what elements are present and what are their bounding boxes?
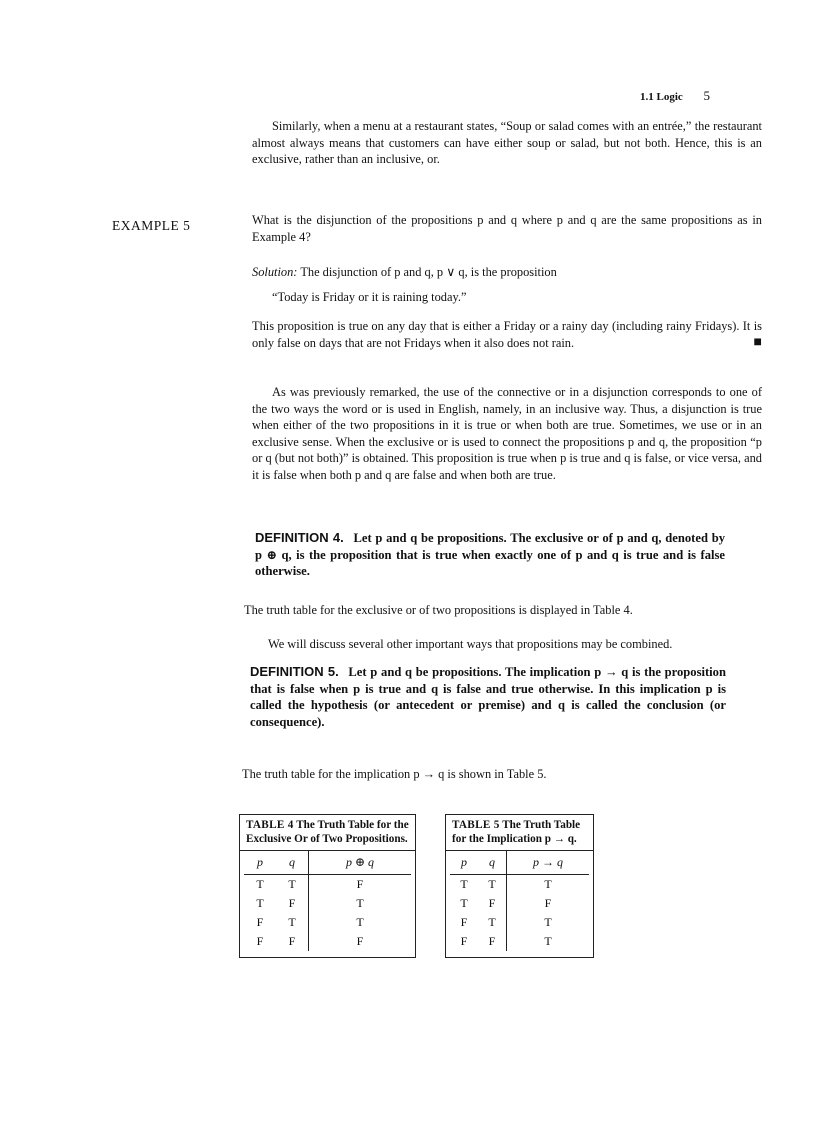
table4-intro: The truth table for the exclusive or of two propositions is displayed in Table 4.: [244, 603, 633, 617]
example-quote: “Today is Friday or it is raining today.”: [272, 290, 467, 304]
remark-paragraph: As was previously remarked, the use of the connective or in a disjunction corresponds to one of the two ways the word or is used in English, namely, in an inclusive way. Thus, a disjunction is true when either of the two propositions in it is true or when both are true. Sometimes, we use or in an exclusive sense. When the exclusive or is used to connect the propositions p and q, the proposition “p or q (but not both)” is obtained. This proposition is true when p is true and q is false, or vice versa, and it is false when both p and q are false and when both are true.: [252, 385, 762, 482]
table-5-cell: F: [460, 915, 468, 929]
example-explanation: [252, 318, 762, 351]
table-5-cell: T: [460, 877, 468, 891]
table-5-cell: F: [506, 894, 589, 913]
table-5-cell: T: [488, 877, 496, 891]
table-4-header-pxorq: p ⊕ q: [308, 851, 411, 875]
solution-line: [252, 264, 762, 281]
table-4-grid: [240, 851, 415, 957]
table-5-cell: F: [488, 934, 496, 948]
solution-text: The disjunction of p and q, p ∨ q, is the proposition: [300, 265, 557, 279]
table-4-cell: F: [288, 896, 296, 910]
example-question: What is the disjunction of the propositions p and q where p and q are the same propositions as in Example 4?: [252, 213, 762, 244]
table-5-cell: F: [460, 934, 468, 948]
table-4-cell: F: [308, 932, 411, 951]
table-4-header-p: p: [244, 851, 276, 875]
table-4-cell: F: [256, 934, 264, 948]
table-5-caption-text: The Truth Table for the Implication p → q.: [452, 819, 581, 845]
example-label: EXAMPLE 5: [112, 218, 191, 233]
table-5-cell: F: [488, 896, 496, 910]
definition-4-title: DEFINITION 4.: [255, 530, 344, 545]
table-4-caption: [240, 815, 415, 851]
running-header: [640, 88, 760, 104]
table-4-cell: T: [288, 877, 296, 891]
table-5-grid: [446, 851, 593, 957]
table-5-cell: T: [506, 913, 589, 932]
definition-4-text: Let p and q be propositions. The exclusive or of p and q, denoted by p ⊕ q, is the proposition that is true when exactly one of p and q is true and is false otherwise.: [255, 531, 725, 579]
table-4-cell: T: [308, 913, 411, 932]
table-4: [239, 814, 416, 958]
end-of-solution-mark: ■: [753, 334, 762, 350]
table-5-cell: T: [506, 875, 589, 894]
table-4-number: TABLE 4: [246, 819, 294, 831]
solution-label: Solution:: [252, 265, 298, 279]
section-title: 1.1 Logic: [640, 91, 683, 103]
page-number: 5: [703, 88, 711, 103]
table-5-caption: [446, 815, 593, 851]
definition-5: [250, 664, 726, 730]
table-4-cell: F: [288, 934, 296, 948]
table-5-header-p: p: [450, 851, 478, 875]
table-4-cell: T: [288, 915, 296, 929]
table-5-number: TABLE 5: [452, 819, 500, 831]
table-5-header-q: q: [478, 851, 506, 875]
table-4-caption-text: The Truth Table for the Exclusive Or of Two Propositions.: [246, 819, 409, 845]
table-5-cell: T: [488, 915, 496, 929]
table-5-cell: T: [460, 896, 468, 910]
definition-4: [255, 530, 725, 580]
table-4-cell: T: [256, 896, 264, 910]
table5-intro: The truth table for the implication p → q is shown in Table 5.: [242, 767, 547, 781]
table-5-header-pimpq: p → q: [506, 851, 589, 875]
table-5: [445, 814, 594, 958]
table-4-cell: F: [256, 915, 264, 929]
table-5-cell: T: [506, 932, 589, 951]
table-4-cell: T: [308, 894, 411, 913]
other-ways-sentence: We will discuss several other important ways that propositions may be combined.: [268, 637, 673, 651]
table-4-header-q: q: [276, 851, 308, 875]
definition-5-title: DEFINITION 5.: [250, 664, 339, 679]
table-4-cell: F: [308, 875, 411, 894]
intro-paragraph: Similarly, when a menu at a restaurant states, “Soup or salad comes with an entrée,” the restaurant almost always means that customers can have either soup or salad, but not both. Hence, this is an exclusive, rather than an inclusive, or.: [252, 119, 762, 167]
explanation-text: This proposition is true on any day that is either a Friday or a rainy day (including rainy Fridays). It is only false on days that are not Fridays when it also does not rain.: [252, 319, 762, 350]
definition-5-text: Let p and q be propositions. The implication p → q is the proposition that is false when p is true and q is false and true otherwise. In this implication p is called the hypothesis (or antecedent or premise) and q is called the conclusion (or consequence).: [250, 665, 726, 729]
table-4-cell: T: [256, 877, 264, 891]
